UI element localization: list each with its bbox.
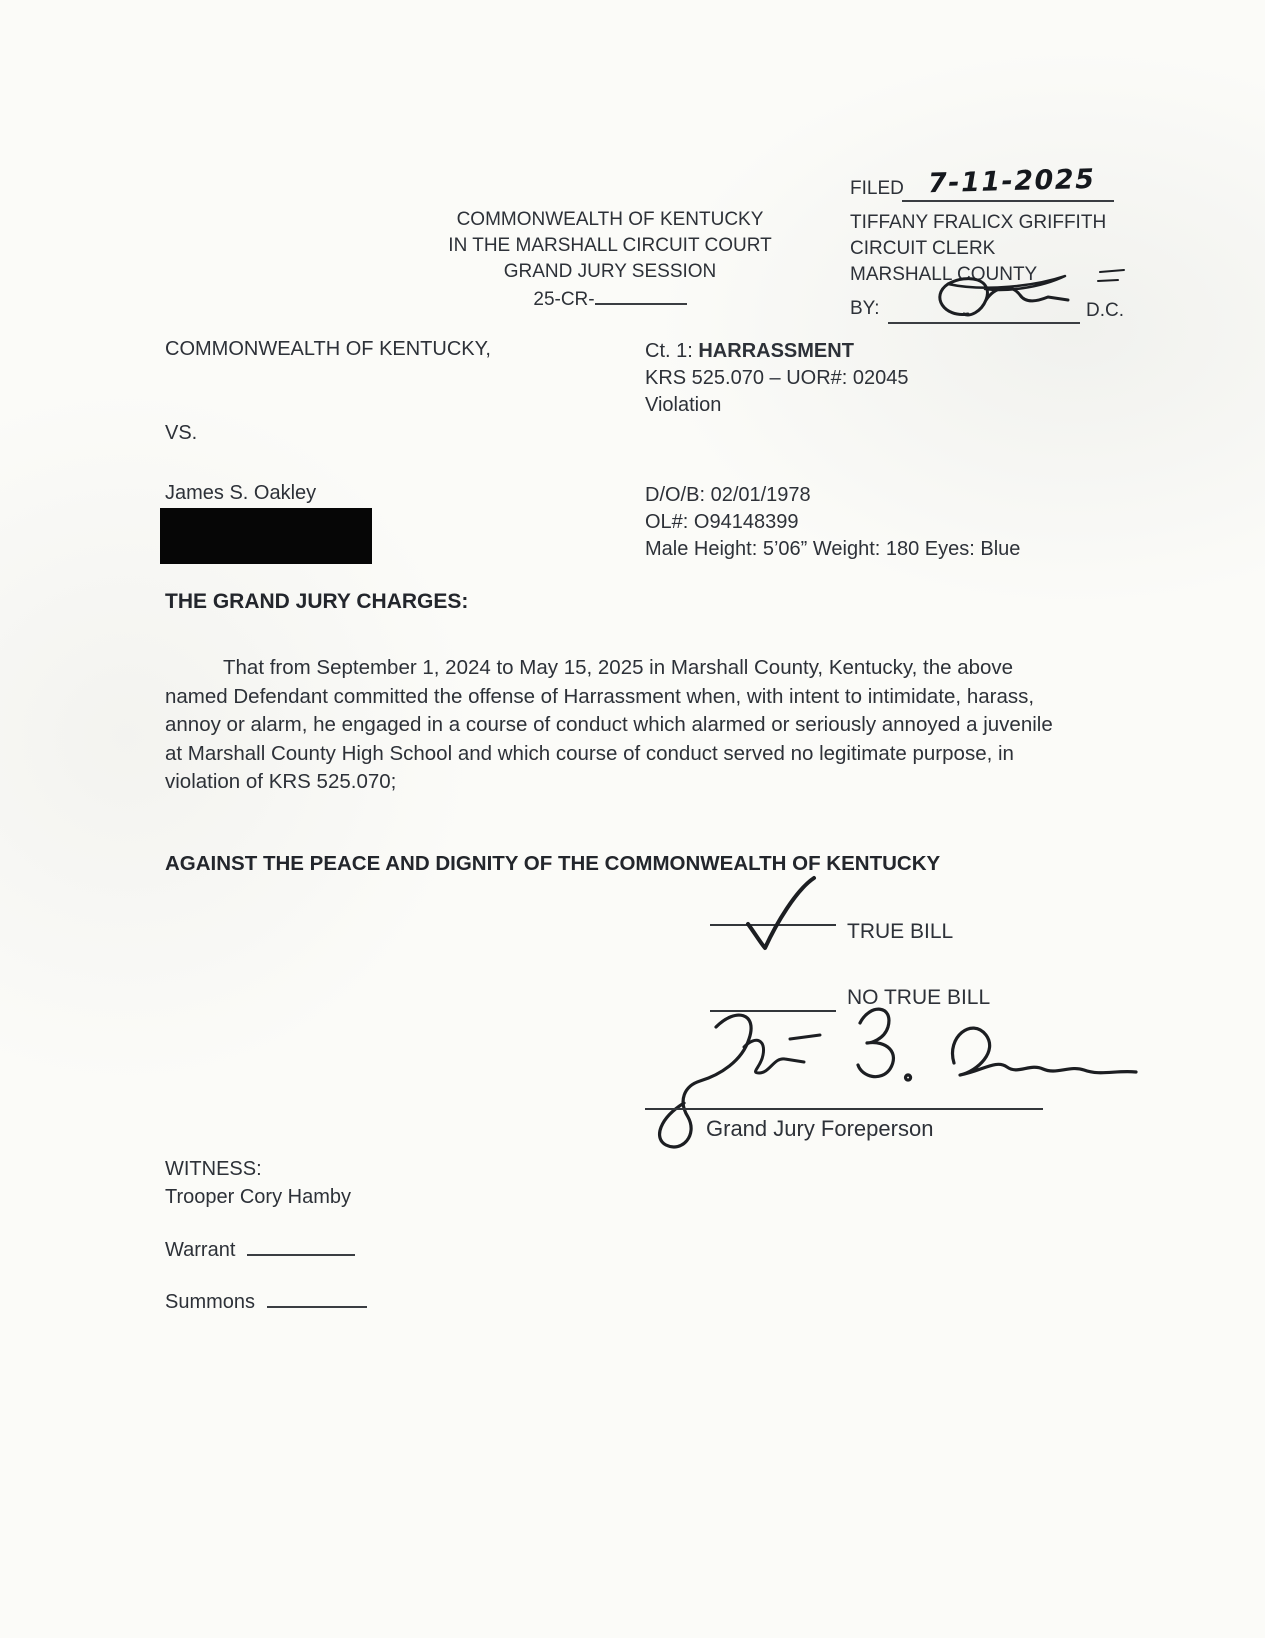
warrant-blank <box>247 1238 355 1256</box>
statute-line: KRS 525.070 – UOR#: 02045 <box>645 367 909 389</box>
clerk-name: TIFFANY FRALICX GRIFFITH <box>850 212 1107 233</box>
summons-blank <box>267 1290 367 1308</box>
witness-name: Trooper Cory Hamby <box>165 1186 351 1208</box>
court-caption-line1: COMMONWEALTH OF KENTUCKY <box>456 209 764 230</box>
count-prefix: Ct. 1: <box>645 340 699 362</box>
court-caption-line3: GRAND JURY SESSION <box>503 261 717 282</box>
warrant-label: Warrant <box>165 1239 236 1261</box>
filed-stamp-block <box>850 163 1150 334</box>
no-true-bill-label: NO TRUE BILL <box>847 986 991 1009</box>
court-caption-line2: IN THE MARSHALL CIRCUIT COURT <box>448 235 772 256</box>
closing-line: AGAINST THE PEACE AND DIGNITY OF THE COMMONWEALTH OF KENTUCKY <box>165 852 941 875</box>
case-number-prefix: 25-CR- <box>533 289 595 310</box>
filed-label: FILED <box>850 178 904 199</box>
defendant-info-block <box>645 482 1020 563</box>
summons-label: Summons <box>165 1291 256 1313</box>
by-line <box>850 298 1150 334</box>
case-number-blank <box>595 285 687 305</box>
clerk-county-text: MARSHALL COUNTY <box>850 264 1038 285</box>
dc-label: D.C. <box>1086 300 1124 321</box>
count-name: HARRASSMENT <box>698 340 854 362</box>
clerk-title: CIRCUIT CLERK <box>850 238 996 259</box>
count-line <box>645 338 909 365</box>
foreperson-label: Grand Jury Foreperson <box>706 1116 934 1141</box>
true-bill-label: TRUE BILL <box>847 920 954 943</box>
true-bill-checkmark <box>738 872 822 954</box>
plaintiff-name: COMMONWEALTH OF KENTUCKY, <box>165 338 491 360</box>
filed-date-handwritten: 7-11-2025 <box>927 163 1096 200</box>
description-line: Male Height: 5’06” Weight: 180 Eyes: Blue <box>645 538 1021 560</box>
ol-line: OL#: O94148399 <box>645 511 799 533</box>
deputy-clerk-signature <box>922 270 1082 324</box>
warrant-line <box>165 1238 355 1262</box>
charges-heading: THE GRAND JURY CHARGES: <box>165 590 469 613</box>
defendant-name: James S. Oakley <box>165 482 317 504</box>
dob-line: D/O/B: 02/01/1978 <box>645 484 811 506</box>
charge-block <box>645 338 909 419</box>
redaction-box <box>160 508 372 564</box>
offense-class: Violation <box>645 394 722 416</box>
vs-label: VS. <box>165 422 198 444</box>
by-label: BY: <box>850 298 880 319</box>
charges-body-paragraph: That from September 1, 2024 to May 15, 2025 in Marshall County, Kentucky, the above named Defendant committed the offense of Harrassment when, with intent to intimidate, harass, annoy or alarm, he engaged in a course of conduct which alarmed or seriously annoyed a juvenile at Marshall County High School and which course of conduct served no legitimate purpose, in violation of KRS 525.070; <box>165 656 1053 793</box>
summons-line <box>165 1290 367 1314</box>
witness-label: WITNESS: <box>165 1158 262 1180</box>
foreperson-signature-line <box>645 1108 1043 1110</box>
case-number-line <box>420 285 800 313</box>
filed-line <box>850 163 1150 210</box>
filed-date-underline <box>902 180 1114 202</box>
court-caption <box>420 207 800 313</box>
